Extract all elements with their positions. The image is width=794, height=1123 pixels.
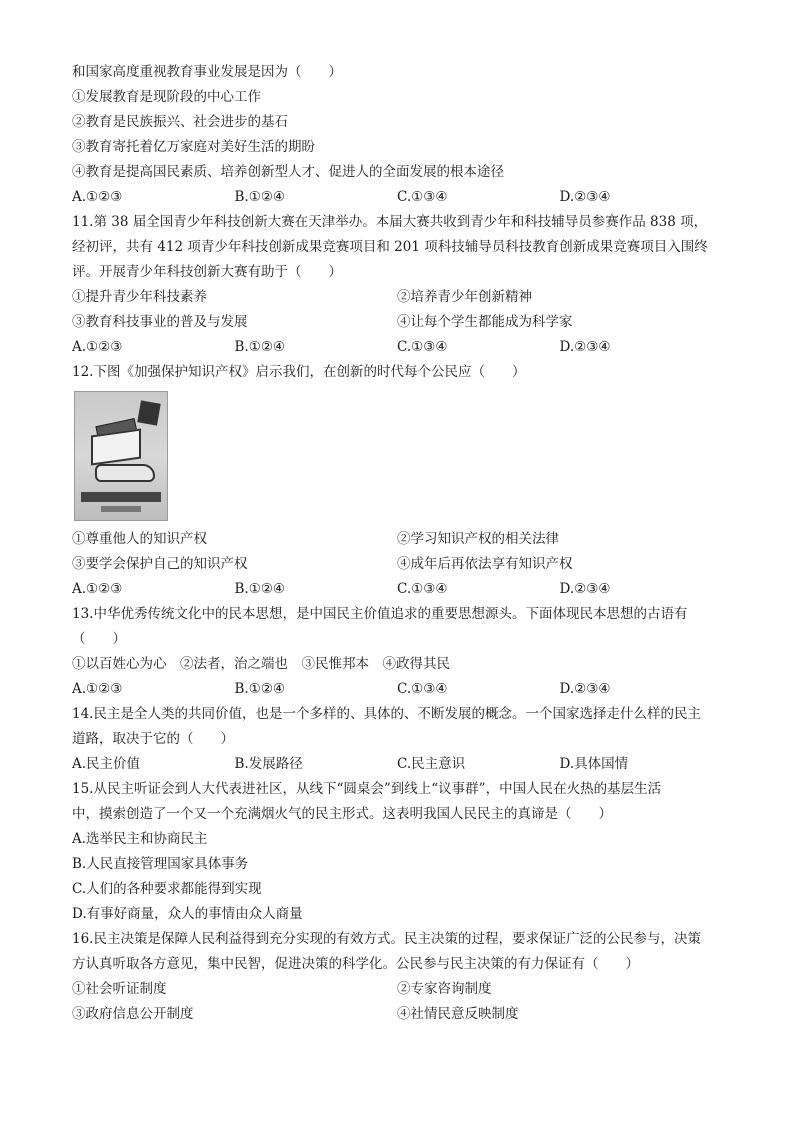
q16-item: ④社情民意反映制度 <box>397 1006 519 1022</box>
q11-stem-line: 11.第 38 届全国青少年科技创新大赛在天津举办。本届大赛共收到青少年和科技辅导员参赛作品 838 项， <box>72 214 708 230</box>
q11-stem-line: 经初评，共有 412 项青少年科技创新成果竞赛项目和 201 项科技辅导员科技教育创新成果竞赛项目入围终 <box>72 239 708 255</box>
option-c[interactable]: C.民主意识 <box>397 756 466 772</box>
option-b[interactable]: B.①②④ <box>234 681 286 697</box>
q12-items <box>72 552 722 577</box>
option-a[interactable]: A.选举民主和协商民主 <box>72 831 208 847</box>
q12-item: ①尊重他人的知识产权 <box>72 531 207 547</box>
q10-item: ③教育寄托着亿万家庭对美好生活的期盼 <box>72 139 315 155</box>
q16-stem-line: 16.民主决策是保障人民利益得到充分实现的有效方式。民主决策的过程，要求保证广泛的公民参与，决策 <box>72 931 701 947</box>
ip-protection-poster-image <box>74 391 168 521</box>
option-b[interactable]: B.①②④ <box>234 189 286 205</box>
option-d[interactable]: D.②③④ <box>559 339 611 355</box>
exam-page <box>72 60 722 1027</box>
q12-stem: 12.下图《加强保护知识产权》启示我们，在创新的时代每个公民应（ ） <box>72 364 526 380</box>
q10-item: ②教育是民族振兴、社会进步的基石 <box>72 114 288 130</box>
q10-options <box>72 185 722 210</box>
option-c[interactable]: C.人们的各种要求都能得到实现 <box>72 881 262 897</box>
q12-items <box>72 527 722 552</box>
option-a[interactable]: A.①②③ <box>72 339 123 355</box>
q15-stem-line: 15.从民主听证会到人大代表进社区，从线下“圆桌会”到线上“议事群”，中国人民在火热的基层生活 <box>72 781 662 797</box>
option-c[interactable]: C.①③④ <box>397 189 448 205</box>
q11-item: ①提升青少年科技素养 <box>72 289 207 305</box>
q16-item: ②专家咨询制度 <box>397 981 492 997</box>
option-d[interactable]: D.②③④ <box>559 681 611 697</box>
q11-item: ④让每个学生都能成为科学家 <box>397 314 573 330</box>
option-d[interactable]: D.具体国情 <box>559 756 629 772</box>
option-d[interactable]: D.有事好商量，众人的事情由众人商量 <box>72 906 303 922</box>
q12-options <box>72 577 722 602</box>
q12-item: ③要学会保护自己的知识产权 <box>72 556 248 572</box>
q11-stem-line: 评。开展青少年科技创新大赛有助于（ ） <box>72 264 342 280</box>
option-b[interactable]: B.①②④ <box>234 339 286 355</box>
option-c[interactable]: C.①③④ <box>397 681 448 697</box>
option-d[interactable]: D.②③④ <box>559 189 611 205</box>
q15-stem-line: 中，摸索创造了一个又一个充满烟火气的民主形式。这表明我国人民民主的真谛是（ ） <box>72 806 612 822</box>
q10-item: ①发展教育是现阶段的中心工作 <box>72 89 261 105</box>
q11-item: ②培养青少年创新精神 <box>397 289 532 305</box>
q10-item: ④教育是提高国民素质、培养创新型人才、促进人的全面发展的根本途径 <box>72 164 504 180</box>
q11-items <box>72 310 722 335</box>
q16-stem-line: 方认真听取各方意见，集中民智，促进决策的科学化。公民参与民主决策的有力保证有（ ） <box>72 956 639 972</box>
q11-options <box>72 335 722 360</box>
option-b[interactable]: B.①②④ <box>234 581 286 597</box>
q14-stem-line: 14.民主是全人类的共同价值，也是一个多样的、具体的、不断发展的概念。一个国家选择走什么样的民主 <box>72 706 701 722</box>
q14-stem-line: 道路，取决于它的（ ） <box>72 731 234 747</box>
q13-items: ①以百姓心为心 ②法者，治之端也 ③民惟邦本 ④政得其民 <box>72 656 450 672</box>
q16-items <box>72 1002 722 1027</box>
option-b[interactable]: B.人民直接管理国家具体事务 <box>72 856 249 872</box>
option-a[interactable]: A.①②③ <box>72 681 123 697</box>
q12-item: ④成年后再依法享有知识产权 <box>397 556 573 572</box>
option-d[interactable]: D.②③④ <box>559 581 611 597</box>
q11-items <box>72 285 722 310</box>
q13-stem-line: 13.中华优秀传统文化中的民本思想，是中国民主价值追求的重要思想源头。下面体现民本思想的古语有 <box>72 606 688 622</box>
option-a[interactable]: A.民主价值 <box>72 756 141 772</box>
q10-stem: 和国家高度重视教育事业发展是因为（ ） <box>72 64 342 80</box>
option-a[interactable]: A.①②③ <box>72 581 123 597</box>
q11-item: ③教育科技事业的普及与发展 <box>72 314 248 330</box>
q12-item: ②学习知识产权的相关法律 <box>397 531 559 547</box>
q16-items <box>72 977 722 1002</box>
q16-item: ③政府信息公开制度 <box>72 1006 194 1022</box>
q13-stem-line: （ ） <box>72 631 126 647</box>
q14-options <box>72 752 722 777</box>
option-a[interactable]: A.①②③ <box>72 189 123 205</box>
option-c[interactable]: C.①③④ <box>397 581 448 597</box>
option-c[interactable]: C.①③④ <box>397 339 448 355</box>
q16-item: ①社会听证制度 <box>72 981 167 997</box>
q13-options <box>72 677 722 702</box>
option-b[interactable]: B.发展路径 <box>234 756 303 772</box>
